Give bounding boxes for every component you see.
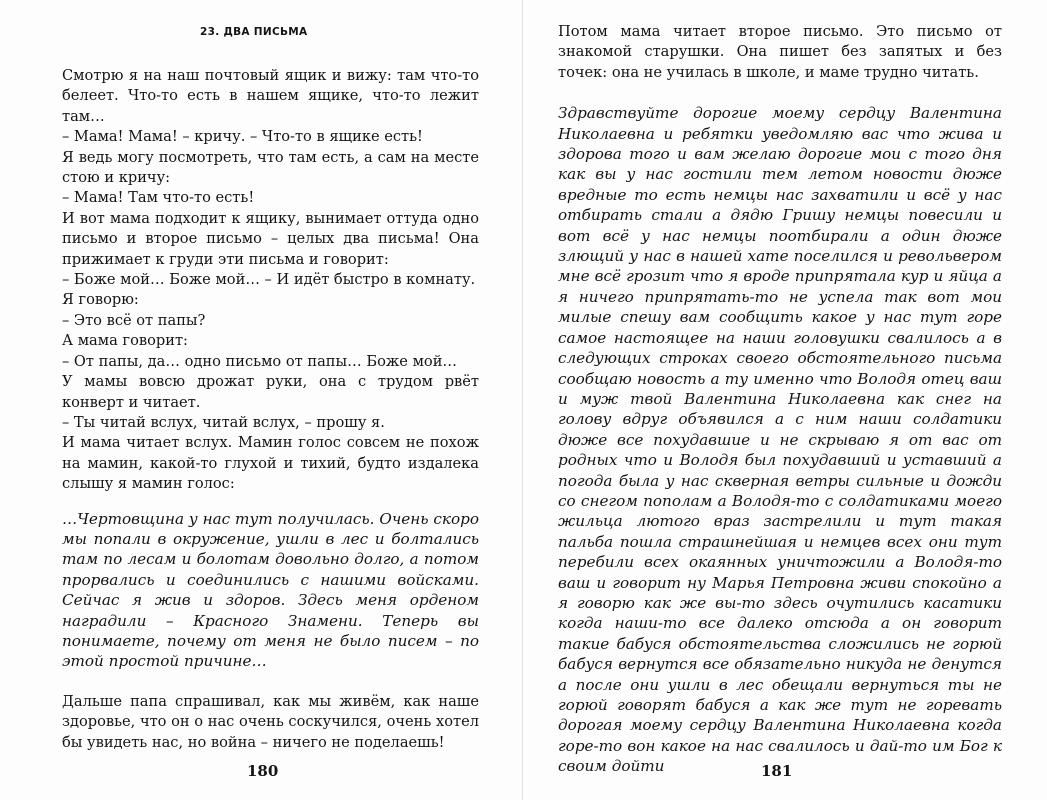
paragraph: – Мама! Там что-то есть! [62,189,255,207]
paragraph: У мамы вовсю дрожат руки, она с трудом рвёт конверт и читает. [62,373,479,411]
paragraph: – От папы, да… одно письмо от папы… Боже мой… [62,352,458,370]
left-page-body [62,66,479,753]
paragraph: Я ведь могу посмотреть, что там есть, а сам на месте стою и кричу: [62,148,479,187]
right-page-body [558,22,1002,777]
paragraph: Смотрю я на наш почтовый ящик и вижу: там что-то белеет. Что-то есть в нашем ящике, что-то лежит там… [62,67,479,125]
paragraph: Я говорю: [62,291,139,309]
paragraph: А мама говорит: [62,332,188,350]
page-number: 181 [761,762,793,780]
old-woman-letter: Здравствуйте дорогие моему сердцу Валентина Николаевна и ребятки уведомляю вас что жива и здорова того и вам желаю дорогие мои с того дня как вы у нас гостили тем летом новости дюже вредные то есть немцы нас захватили и всё у нас отбирать стали а дядю Гришу немцы повесили и вот всё у нас немцы поотбирали а один дюже злющий у нас в нашей хате поселился и револьвером мне всё грозит что я вроде припрятала кур и яйца а я ничего припрятать-то не успела так вот мои милые спешу вам сообщить какое у нас тут горе самое настоящее на наши головушки свалилось а в следующих строках своего обстоятельного письма сообщаю новость а ту именно что Володя отец ваш и муж твой Валентина Николаевна как снег на голову вдруг объявился а с ним наши солдатики дюже все похудавшие и не скрываю я от вас от родных что и Володя был похудавший и уставший а погода была у нас скверная ветры сильные и дожди со снегом пополам а Володя-то с солдатиками моего жильца лютого враз застрелили и тут такая пальба пошла страшнейшая и немцев всех они тут перебили всех окаянных уничтожили а Володя-то ваш и говорит ну Марья Петровна живи спокойно а я говорю как же вы-то здесь очутились касатики когда наши-то все далеко отсюда а он говорит такие бабуся обстоятельства сложились не горюй бабуся вернутся все обязательно никуда не денутся а после они ушли в лес обещали вернуться ты не горюй говорят бабуся а как же тут не горевать дорогая моему сердцу Валентина Николаевна когда горе-то вон какое на нас свалилось и дай-то им Бог к своим дойти [558,104,1002,776]
left-page [0,0,523,800]
running-head: 23. ДВА ПИСЬМА [200,26,308,38]
intro-paragraph: Потом мама читает второе письмо. Это письмо от знакомой старушки. Она пишет без запятых и без точек: она не училась в школе, и маме трудно читать. [558,23,1002,81]
page-number: 180 [247,762,279,780]
paragraph: – Ты читай вслух, читай вслух, – прошу я. [62,413,385,431]
paragraph: – Это всё от папы? [62,311,206,329]
paragraph: – Мама! Мама! – кричу. – Что-то в ящике есть! [62,128,423,146]
right-page [523,0,1047,800]
paragraph: – Боже мой… Боже мой… – И идёт быстро в комнату. [62,271,476,289]
paragraph: И вот мама подходит к ящику, вынимает оттуда одно письмо и второе письмо – целых два письма! Она прижимает к груди эти письма и говорит: [62,209,479,268]
father-letter-excerpt: …Чертовщина у нас тут получилась. Очень скоро мы попали в окружение, ушли в лес и болтались там по лесам и болотам довольно долго, а потом прорвались и соединились с нашими войсками. Сейчас я жив и здоров. Здесь меня орденом наградили – Красного Знамени. Теперь вы понимаете, почему от меня не было писем – по этой простой причине… [62,509,479,671]
paragraph: И мама читает вслух. Мамин голос совсем не похож на мамин, какой-то глухой и тихий, будто издалека слышу я мамин голос: [62,434,479,493]
closing-paragraph: Дальше папа спрашивал, как мы живём, как наше здоровье, что он о нас очень соскучился, очень хотел бы увидеть нас, но война – ничего не поделаешь! [62,692,479,751]
